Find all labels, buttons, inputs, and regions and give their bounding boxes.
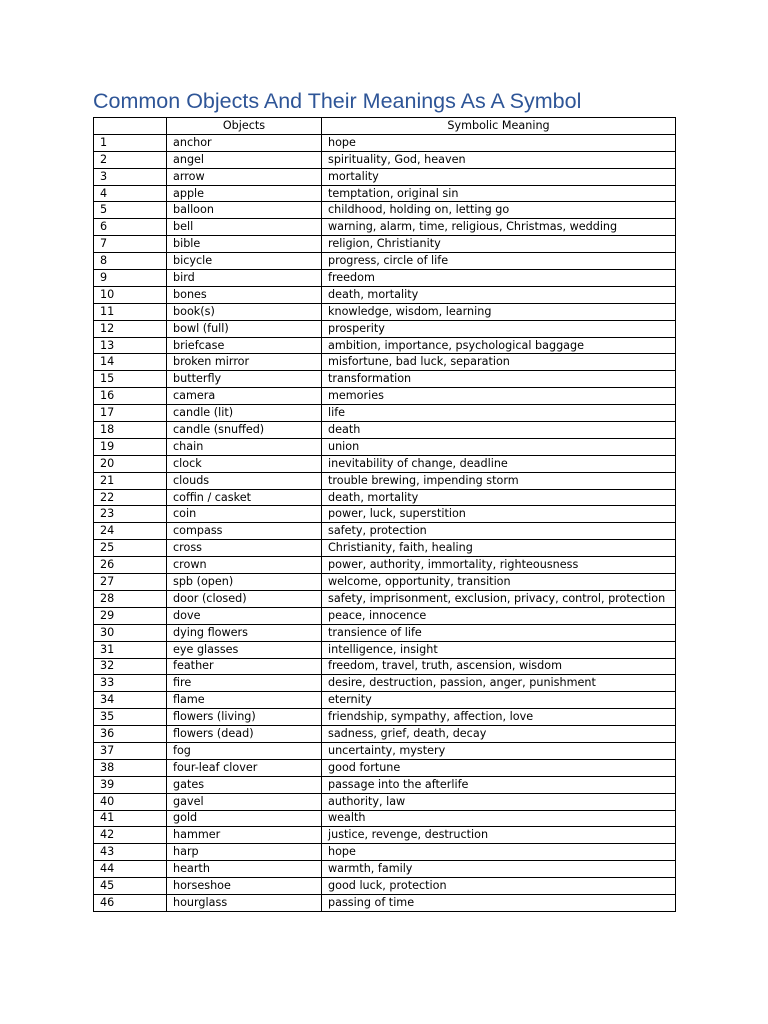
symbolic-meaning: trouble brewing, impending storm [322,472,676,489]
symbolic-meaning: life [322,405,676,422]
table-row [94,607,676,624]
row-number: 15 [94,371,167,388]
symbolic-meaning: transience of life [322,624,676,641]
symbolic-meaning: death [322,422,676,439]
object-name: candle (snuffed) [167,422,322,439]
table-row [94,422,676,439]
symbolic-meaning: misfortune, bad luck, separation [322,354,676,371]
object-name: book(s) [167,303,322,320]
row-number: 26 [94,557,167,574]
object-name: cross [167,540,322,557]
object-name: candle (lit) [167,405,322,422]
table-row [94,371,676,388]
object-name: flowers (living) [167,709,322,726]
table-row [94,878,676,895]
row-number: 45 [94,878,167,895]
symbolic-meaning: power, luck, superstition [322,506,676,523]
table-row [94,253,676,270]
object-name: four-leaf clover [167,759,322,776]
symbolic-meaning: warning, alarm, time, religious, Christmas, wedding [322,219,676,236]
symbolic-meaning: knowledge, wisdom, learning [322,303,676,320]
table-row [94,270,676,287]
row-number: 30 [94,624,167,641]
table-row [94,793,676,810]
row-number: 37 [94,742,167,759]
object-name: hearth [167,861,322,878]
object-name: angel [167,151,322,168]
table-row [94,641,676,658]
symbolic-meaning: hope [322,844,676,861]
table-row [94,320,676,337]
row-number: 12 [94,320,167,337]
object-name: arrow [167,168,322,185]
row-number: 43 [94,844,167,861]
object-name: anchor [167,134,322,151]
row-number: 3 [94,168,167,185]
row-number: 39 [94,776,167,793]
symbolic-meaning: wealth [322,810,676,827]
row-number: 6 [94,219,167,236]
row-number: 17 [94,405,167,422]
row-number: 20 [94,455,167,472]
symbols-table [93,117,676,912]
table-row [94,742,676,759]
row-number: 31 [94,641,167,658]
symbolic-meaning: friendship, sympathy, affection, love [322,709,676,726]
header-objects: Objects [167,118,322,135]
table-row [94,692,676,709]
table-row [94,506,676,523]
object-name: apple [167,185,322,202]
object-name: fire [167,675,322,692]
symbolic-meaning: uncertainty, mystery [322,742,676,759]
table-row [94,759,676,776]
table-row [94,354,676,371]
table-row [94,810,676,827]
table-header-row [94,118,676,135]
table-row [94,726,676,743]
table-row [94,844,676,861]
symbolic-meaning: desire, destruction, passion, anger, punishment [322,675,676,692]
row-number: 25 [94,540,167,557]
object-name: bicycle [167,253,322,270]
symbolic-meaning: ambition, importance, psychological baggage [322,337,676,354]
object-name: flame [167,692,322,709]
object-name: hammer [167,827,322,844]
table-body [94,134,676,911]
row-number: 10 [94,286,167,303]
row-number: 11 [94,303,167,320]
object-name: horseshoe [167,878,322,895]
object-name: bell [167,219,322,236]
symbolic-meaning: warmth, family [322,861,676,878]
object-name: harp [167,844,322,861]
table-row [94,590,676,607]
symbolic-meaning: religion, Christianity [322,236,676,253]
symbolic-meaning: spirituality, God, heaven [322,151,676,168]
row-number: 41 [94,810,167,827]
row-number: 2 [94,151,167,168]
object-name: coffin / casket [167,489,322,506]
symbolic-meaning: death, mortality [322,286,676,303]
object-name: dove [167,607,322,624]
row-number: 18 [94,422,167,439]
row-number: 35 [94,709,167,726]
row-number: 19 [94,438,167,455]
table-row [94,675,676,692]
object-name: eye glasses [167,641,322,658]
table-row [94,185,676,202]
symbolic-meaning: childhood, holding on, letting go [322,202,676,219]
row-number: 9 [94,270,167,287]
object-name: hourglass [167,894,322,911]
object-name: compass [167,523,322,540]
table-row [94,776,676,793]
object-name: bird [167,270,322,287]
table-row [94,455,676,472]
symbolic-meaning: death, mortality [322,489,676,506]
object-name: gates [167,776,322,793]
row-number: 13 [94,337,167,354]
table-row [94,134,676,151]
object-name: balloon [167,202,322,219]
table-row [94,540,676,557]
table-row [94,861,676,878]
table-row [94,658,676,675]
object-name: gavel [167,793,322,810]
row-number: 36 [94,726,167,743]
row-number: 1 [94,134,167,151]
table-row [94,151,676,168]
row-number: 42 [94,827,167,844]
object-name: spb (open) [167,574,322,591]
symbolic-meaning: authority, law [322,793,676,810]
header-symbolic-meaning: Symbolic Meaning [322,118,676,135]
object-name: camera [167,388,322,405]
table-row [94,438,676,455]
row-number: 40 [94,793,167,810]
object-name: flowers (dead) [167,726,322,743]
row-number: 44 [94,861,167,878]
object-name: coin [167,506,322,523]
symbolic-meaning: passage into the afterlife [322,776,676,793]
table-row [94,574,676,591]
table-row [94,624,676,641]
row-number: 27 [94,574,167,591]
table-row [94,827,676,844]
symbolic-meaning: peace, innocence [322,607,676,624]
symbolic-meaning: mortality [322,168,676,185]
object-name: bible [167,236,322,253]
object-name: clouds [167,472,322,489]
table-row [94,405,676,422]
row-number: 5 [94,202,167,219]
symbolic-meaning: temptation, original sin [322,185,676,202]
row-number: 24 [94,523,167,540]
object-name: clock [167,455,322,472]
object-name: dying flowers [167,624,322,641]
symbolic-meaning: Christianity, faith, healing [322,540,676,557]
row-number: 14 [94,354,167,371]
symbolic-meaning: safety, protection [322,523,676,540]
symbolic-meaning: safety, imprisonment, exclusion, privacy, control, protection [322,590,676,607]
object-name: chain [167,438,322,455]
symbolic-meaning: hope [322,134,676,151]
object-name: door (closed) [167,590,322,607]
symbolic-meaning: welcome, opportunity, transition [322,574,676,591]
row-number: 32 [94,658,167,675]
object-name: butterfly [167,371,322,388]
table-row [94,236,676,253]
table-row [94,709,676,726]
table-row [94,489,676,506]
object-name: broken mirror [167,354,322,371]
row-number: 16 [94,388,167,405]
row-number: 29 [94,607,167,624]
symbolic-meaning: freedom, travel, truth, ascension, wisdom [322,658,676,675]
symbolic-meaning: intelligence, insight [322,641,676,658]
page-title: Common Objects And Their Meanings As A Symbol [93,89,582,113]
object-name: gold [167,810,322,827]
symbolic-meaning: eternity [322,692,676,709]
table-row [94,894,676,911]
table-row [94,286,676,303]
table-row [94,303,676,320]
table-row [94,472,676,489]
symbolic-meaning: memories [322,388,676,405]
header-number [94,118,167,135]
symbolic-meaning: union [322,438,676,455]
table-row [94,388,676,405]
row-number: 21 [94,472,167,489]
object-name: bowl (full) [167,320,322,337]
row-number: 22 [94,489,167,506]
row-number: 4 [94,185,167,202]
row-number: 34 [94,692,167,709]
symbolic-meaning: power, authority, immortality, righteousness [322,557,676,574]
table-row [94,557,676,574]
symbolic-meaning: inevitability of change, deadline [322,455,676,472]
symbolic-meaning: prosperity [322,320,676,337]
row-number: 7 [94,236,167,253]
table-row [94,202,676,219]
symbolic-meaning: freedom [322,270,676,287]
object-name: bones [167,286,322,303]
symbolic-meaning: sadness, grief, death, decay [322,726,676,743]
table-row [94,523,676,540]
symbolic-meaning: passing of time [322,894,676,911]
object-name: fog [167,742,322,759]
symbolic-meaning: good fortune [322,759,676,776]
symbolic-meaning: good luck, protection [322,878,676,895]
object-name: briefcase [167,337,322,354]
row-number: 46 [94,894,167,911]
object-name: feather [167,658,322,675]
row-number: 38 [94,759,167,776]
symbolic-meaning: transformation [322,371,676,388]
symbolic-meaning: progress, circle of life [322,253,676,270]
row-number: 33 [94,675,167,692]
row-number: 23 [94,506,167,523]
row-number: 8 [94,253,167,270]
table-row [94,168,676,185]
table-row [94,337,676,354]
table-row [94,219,676,236]
row-number: 28 [94,590,167,607]
symbolic-meaning: justice, revenge, destruction [322,827,676,844]
object-name: crown [167,557,322,574]
